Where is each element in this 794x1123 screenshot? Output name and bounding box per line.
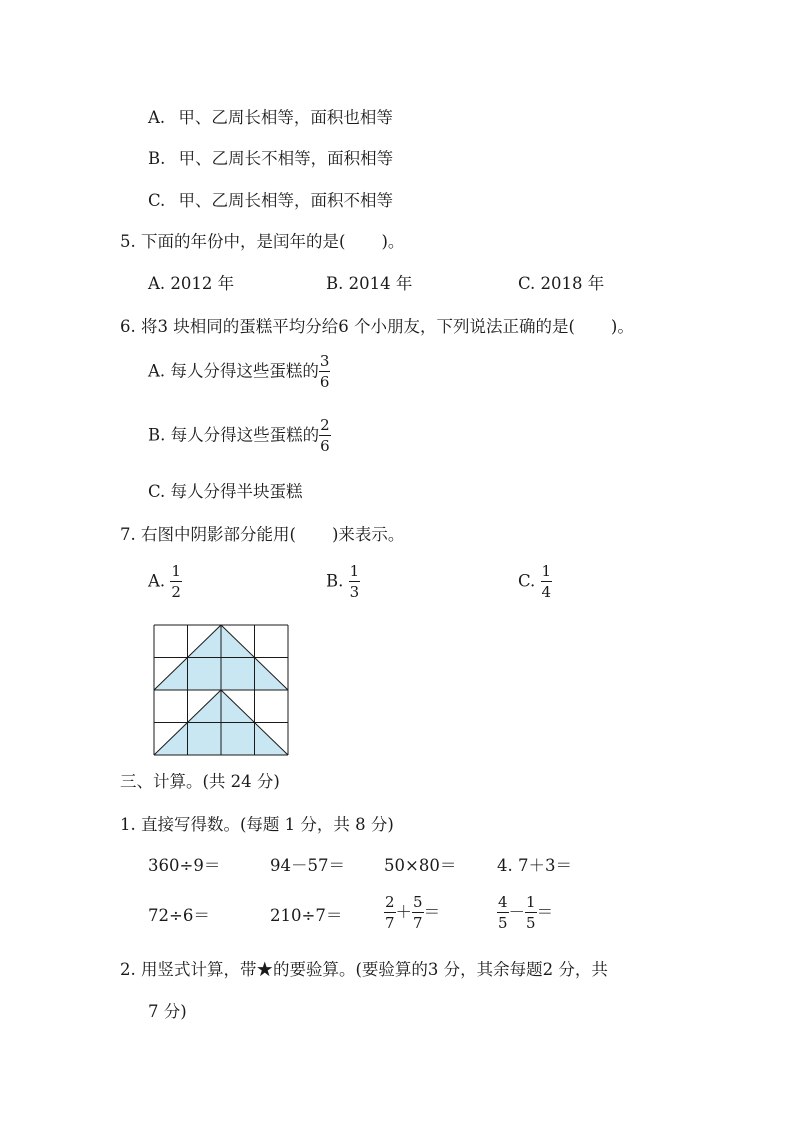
denominator: 6 — [320, 437, 330, 455]
stem-text: 7. 右图中阴影部分能用( — [120, 525, 296, 544]
fraction — [349, 564, 361, 600]
denominator: 5 — [526, 914, 536, 932]
numerator: 5 — [413, 893, 423, 911]
option-letter: C. — [518, 571, 536, 591]
denominator: 5 — [498, 914, 508, 932]
q7-option-b — [326, 564, 360, 600]
calc1-title: 1. 直接写得数。(每题 1 分，共 8 分) — [120, 815, 394, 834]
numerator: 4 — [498, 893, 508, 911]
operator: ＋ — [395, 902, 413, 922]
option-letter: A. — [148, 571, 166, 591]
grid-lines — [154, 625, 288, 755]
calc-problem: 4. 7＋3＝ — [497, 856, 572, 875]
q5-option-a: A. 2012 年 — [148, 274, 235, 293]
q7-option-a — [148, 564, 182, 600]
calc-problem: 94－57＝ — [270, 856, 345, 875]
option-letter: A. — [148, 108, 166, 127]
option-letter: B. — [148, 149, 166, 168]
numerator: 2 — [320, 416, 330, 434]
option-letter: C. — [148, 191, 166, 210]
option-text: 甲、乙周长不相等，面积相等 — [178, 149, 394, 168]
fraction — [412, 895, 424, 931]
fraction — [319, 418, 331, 454]
numerator: 1 — [171, 562, 181, 580]
calc-problem-fraction-subtract — [497, 895, 553, 931]
equals-sign: ＝ — [536, 902, 554, 922]
stem-text: 6. 将3 块相同的蛋糕平均分给6 个小朋友，下列说法正确的是( — [120, 317, 575, 336]
numerator: 1 — [349, 562, 360, 580]
stem-text-end: )来表示。 — [331, 525, 405, 544]
fraction — [384, 895, 396, 931]
q6-option-b — [148, 418, 331, 454]
option-text: 甲、乙周长相等，面积也相等 — [178, 108, 393, 127]
denominator: 6 — [319, 373, 330, 391]
q5-option-b: B. 2014 年 — [326, 274, 413, 293]
fraction — [170, 564, 182, 600]
option-text: A. 每人分得这些蛋糕的 — [148, 361, 319, 381]
calc2-title: 2. 用竖式计算，带★的要验算。(要验算的3 分，其余每题2 分，共 — [120, 960, 608, 979]
stem-text-end: )。 — [610, 317, 634, 336]
option-letter: B. — [326, 571, 344, 591]
fraction — [497, 895, 509, 931]
q5-stem — [120, 231, 404, 253]
q6-option-c: C. 每人分得半块蛋糕 — [148, 482, 303, 501]
operator: － — [508, 902, 526, 922]
q7-stem — [120, 524, 404, 546]
calc-problem: 50×80＝ — [384, 856, 457, 875]
stem-text: 5. 下面的年份中，是闰年的是( — [120, 232, 346, 251]
fraction — [525, 895, 537, 931]
denominator: 2 — [171, 583, 181, 601]
calc2-title-cont: 7 分) — [148, 1002, 187, 1021]
calc-problem: 210÷7＝ — [270, 906, 343, 925]
denominator: 7 — [413, 914, 423, 932]
calc-problem: 72÷6＝ — [148, 906, 210, 925]
section-title: 三、计算。(共 24 分) — [120, 772, 280, 791]
calc-problem: 360÷9＝ — [148, 856, 221, 875]
q5-option-c: C. 2018 年 — [518, 274, 605, 293]
fraction — [319, 354, 331, 390]
option-text: 甲、乙周长相等，面积不相等 — [178, 191, 394, 210]
q4-option-c — [148, 190, 393, 212]
numerator: 1 — [526, 893, 536, 911]
stem-text-end: )。 — [381, 232, 405, 251]
q4-option-a — [148, 107, 393, 129]
q4-option-b — [148, 148, 393, 170]
equals-sign: ＝ — [423, 902, 441, 922]
denominator: 3 — [349, 583, 360, 601]
fraction — [541, 564, 553, 600]
numerator: 3 — [319, 352, 330, 370]
q7-option-c — [518, 564, 552, 600]
denominator: 7 — [385, 914, 395, 932]
calc-problem-fraction-add — [384, 895, 440, 931]
q6-option-a — [148, 354, 330, 390]
numerator: 1 — [541, 562, 552, 580]
q6-stem — [120, 316, 634, 338]
option-text: B. 每人分得这些蛋糕的 — [148, 425, 320, 445]
denominator: 4 — [541, 583, 552, 601]
numerator: 2 — [385, 893, 395, 911]
grid-figure — [153, 624, 289, 756]
